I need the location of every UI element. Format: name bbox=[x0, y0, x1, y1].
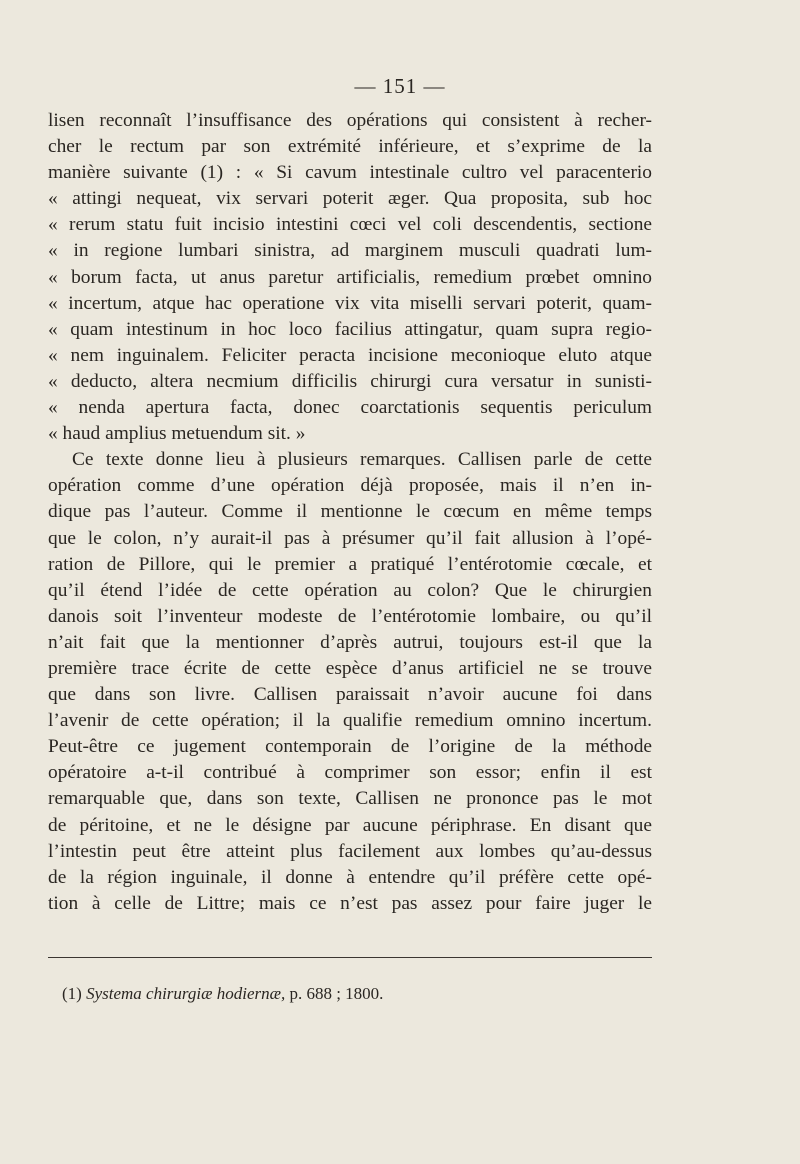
text-line: opératoire a-t-il contribué à comprimer son essor; enfin il est bbox=[48, 762, 652, 784]
text-line: que le colon, n’y aurait-il pas à présumer qu’il fait allusion à l’opé- bbox=[48, 527, 652, 549]
text-line: « nenda apertura facta, donec coarctationis sequentis periculum bbox=[48, 397, 652, 419]
text-line: première trace écrite de cette espèce d’anus artificiel ne se trouve bbox=[48, 657, 652, 679]
text-line: Ce texte donne lieu à plusieurs remarques. Callisen parle de cette bbox=[72, 449, 652, 471]
text-line: l’avenir de cette opération; il la qualifie remedium omnino incertum. bbox=[48, 710, 652, 732]
text-line: de péritoine, et ne le désigne par aucune périphrase. En disant que bbox=[48, 814, 652, 836]
footnote-reference: p. 688 ; 1800. bbox=[289, 984, 384, 1003]
text-line: « deducto, altera necmium difficilis chirurgi cura versatur in sunisti- bbox=[48, 370, 652, 392]
text-line: cher le rectum par son extrémité inférieure, et s’exprime de la bbox=[48, 136, 652, 158]
body-text bbox=[48, 108, 652, 917]
text-line: « quam intestinum in hoc loco facilius attingatur, quam supra regio- bbox=[48, 318, 652, 340]
footnote-divider bbox=[48, 957, 652, 958]
text-line: « borum facta, ut anus paretur artificialis, remedium prœbet omnino bbox=[48, 266, 652, 288]
text-line: l’intestin peut être atteint plus facilement aux lombes qu’au-dessus bbox=[48, 840, 652, 862]
text-line: remarquable que, dans son texte, Callisen ne prononce pas le mot bbox=[48, 788, 652, 810]
text-line: « attingi nequeat, vix servari poterit æger. Qua proposita, sub hoc bbox=[48, 188, 652, 210]
text-line: de la région inguinale, il donne à entendre qu’il préfère cette opé- bbox=[48, 866, 652, 888]
text-line: opération comme d’une opération déjà proposée, mais il n’en in- bbox=[48, 475, 652, 497]
text-line: « in regione lumbari sinistra, ad marginem musculi quadrati lum- bbox=[48, 240, 652, 262]
text-line: « nem inguinalem. Feliciter peracta incisione meconioque eluto atque bbox=[48, 344, 652, 366]
text-line: « haud amplius metuendum sit. » bbox=[48, 423, 306, 445]
text-line: ration de Pillore, qui le premier a pratiqué l’entérotomie cœcale, et bbox=[48, 553, 652, 575]
text-line: qu’il étend l’idée de cette opération au colon? Que le chirurgien bbox=[48, 579, 652, 601]
text-line: « incertum, atque hac operatione vix vita miselli servari poterit, quam- bbox=[48, 292, 652, 314]
text-line: que dans son livre. Callisen paraissait n’avoir aucune foi dans bbox=[48, 684, 652, 706]
text-line: « rerum statu fuit incisio intestini cœci vel coli descendentis, sectione bbox=[48, 214, 652, 236]
text-line: lisen reconnaît l’insuffisance des opérations qui consistent à recher- bbox=[48, 110, 652, 131]
text-line: n’ait fait que la mentionner d’après autrui, toujours est-il que la bbox=[48, 631, 652, 653]
text-line: Peut-être ce jugement contemporain de l’origine de la méthode bbox=[48, 736, 652, 758]
footnote-title: Systema chirurgiæ hodiernæ, bbox=[86, 984, 286, 1003]
text-line: dique pas l’auteur. Comme il mentionne le cœcum en même temps bbox=[48, 501, 652, 523]
text-line: danois soit l’inventeur modeste de l’entérotomie lombaire, ou qu’il bbox=[48, 605, 652, 627]
page-number: — 151 — bbox=[354, 74, 446, 98]
text-line: manière suivante (1) : « Si cavum intestinale cultro vel paracenterio bbox=[48, 162, 652, 184]
text-line: tion à celle de Littre; mais ce n’est pas assez pour faire juger le bbox=[48, 892, 652, 914]
footnote bbox=[62, 984, 383, 1004]
footnote-marker: (1) bbox=[62, 984, 82, 1003]
